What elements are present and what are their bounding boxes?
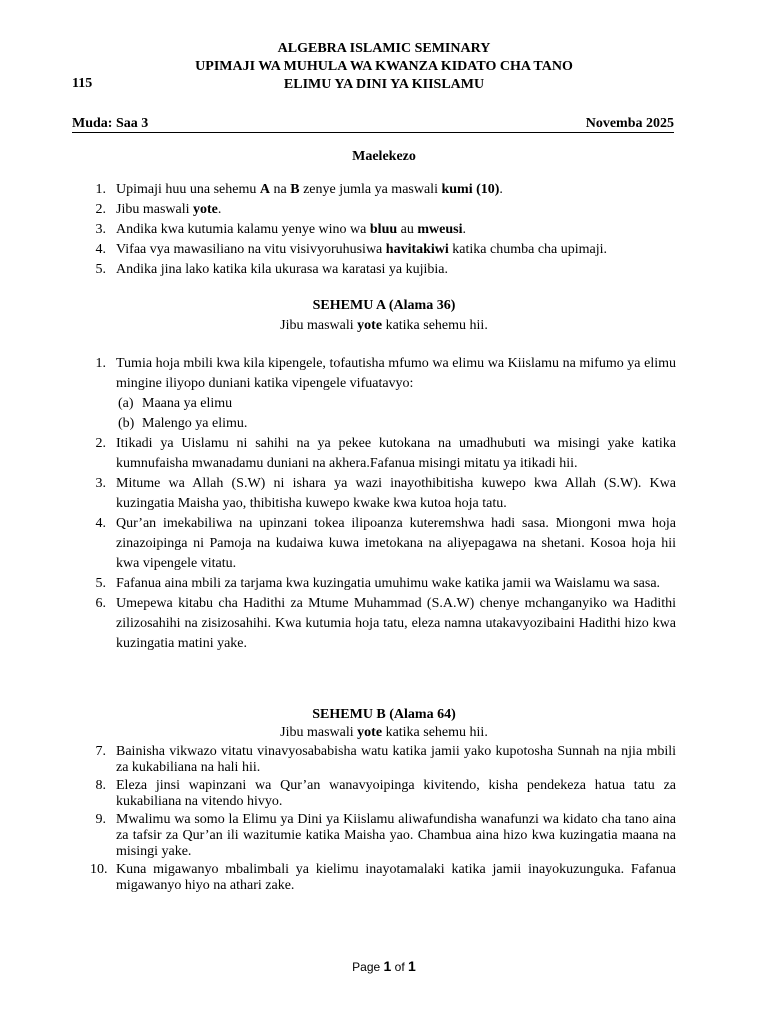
question-item: 10. Kuna migawanyo mbalimbali ya kielimu inayotamalaki katika jamii inayokuzunguka. Fafanua migawanyo hiyo na athari zake. (90, 862, 676, 893)
instructions-list (72, 180, 676, 280)
question-item: 9. Mwalimu wa somo la Elimu ya Dini ya Kiislamu aliwafundisha wanafunzi wa kidato cha tano aina za tafsir za Qur’an ili wazitumie katika Maisha yao. Chambua aina hizo kwa kuzingatia maana na misingi yake. (95, 812, 676, 859)
question-item: 5. Fafanua aina mbili za tarjama kwa kuzingatia umuhimu wake katika jamii wa Waislamu wa sasa. (95, 576, 661, 591)
school-name: ALGEBRA ISLAMIC SEMINARY (277, 41, 491, 56)
instruction-item: 2. Jibu maswali yote. (95, 202, 222, 217)
subject-code: 115 (72, 76, 93, 91)
question-item: 8. Eleza jinsi wapinzani wa Qur’an wanavyoipinga kivitendo, kisha pendekeza hatua tatu za kukabiliana na vitendo hivyo. (95, 778, 676, 809)
exam-date: Novemba 2025 (585, 116, 674, 131)
duration: Muda: Saa 3 (72, 116, 149, 131)
question-item: 4. Qur’an imekabiliwa na upinzani tokea ilipoanza kuteremshwa hadi sasa. Miongoni mwa hoja zinazoipinga ni Pamoja na kudaiwa kuwa imetokana na aliyepagawa na shetani. Kosoa hoja hii kwa vipengele vitatu. (95, 516, 676, 571)
exam-title: UPIMAJI WA MUHULA WA KWANZA KIDATO CHA TANO (195, 59, 573, 74)
subject-title: ELIMU YA DINI YA KIISLAMU (283, 77, 485, 92)
section-b-title: SEHEMU B (Alama 64) (312, 707, 456, 722)
instruction-item: 1. Upimaji huu una sehemu A na B zenye jumla ya maswali kumi (10). (95, 182, 503, 197)
section-b-questions (72, 744, 676, 896)
section-a-questions (72, 354, 676, 654)
question-item: 7. Bainisha vikwazo vitatu vinavyosababisha watu katika jamii yako kupotosha Sunnah na njia mbili za kukabiliana na hali hii. (95, 744, 676, 775)
question-item: 3. Mitume wa Allah (S.W) ni ishara ya wazi inayothibitisha kuwepo kwa Allah (S.W). Kwa kuzingatia Maisha yao, thibitisha kuwepo kwake kwa kutoa hoja tatu. (95, 476, 676, 511)
section-a-title: SEHEMU A (Alama 36) (312, 298, 456, 313)
question-item: 6. Umepewa kitabu cha Hadithi za Mtume Muhammad (S.A.W) chenye mchanganyiko wa Hadithi zilizosahihi na zisizosahihi. Kwa kutumia hoja tatu, eleza namna utakavyozibaini Hadithi hizo kwa kuzingatia matini yake. (95, 596, 676, 651)
section-b-note: Jibu maswali yote katika sehemu hii. (280, 725, 488, 740)
duration-date-line (72, 116, 674, 133)
page-footer: Page 1 of 1 (352, 958, 416, 974)
question-item: 2. Itikadi ya Uislamu ni sahihi na ya pekee kutokana na umadhubuti wa misingi yake katika kumnufaisha mwanadamu duniani na akhera.Fafanua misingi mitatu ya itikadi hii. (95, 436, 676, 471)
section-a-note: Jibu maswali yote katika sehemu hii. (280, 318, 488, 333)
instruction-item: 4. Vifaa vya mawasiliano na vitu visivyoruhusiwa havitakiwi katika chumba cha upimaji. (95, 242, 608, 257)
instruction-item: 3. Andika kwa kutumia kalamu yenye wino wa bluu au mweusi. (95, 222, 466, 237)
instructions-title: Maelekezo (352, 149, 416, 164)
sub-question: (a) Maana ya elimu (118, 396, 233, 411)
sub-question: (b) Malengo ya elimu. (118, 416, 248, 431)
instruction-item: 5. Andika jina lako katika kila ukurasa wa karatasi ya kujibia. (95, 262, 449, 277)
question-item: 1. Tumia hoja mbili kwa kila kipengele, tofautisha mfumo wa elimu wa Kiislamu na mifumo ya elimu mingine iliyopo duniani katika vipengele vifuatavyo: (a) Maana ya elimu (b) Malengo ya elimu. (72, 354, 676, 434)
